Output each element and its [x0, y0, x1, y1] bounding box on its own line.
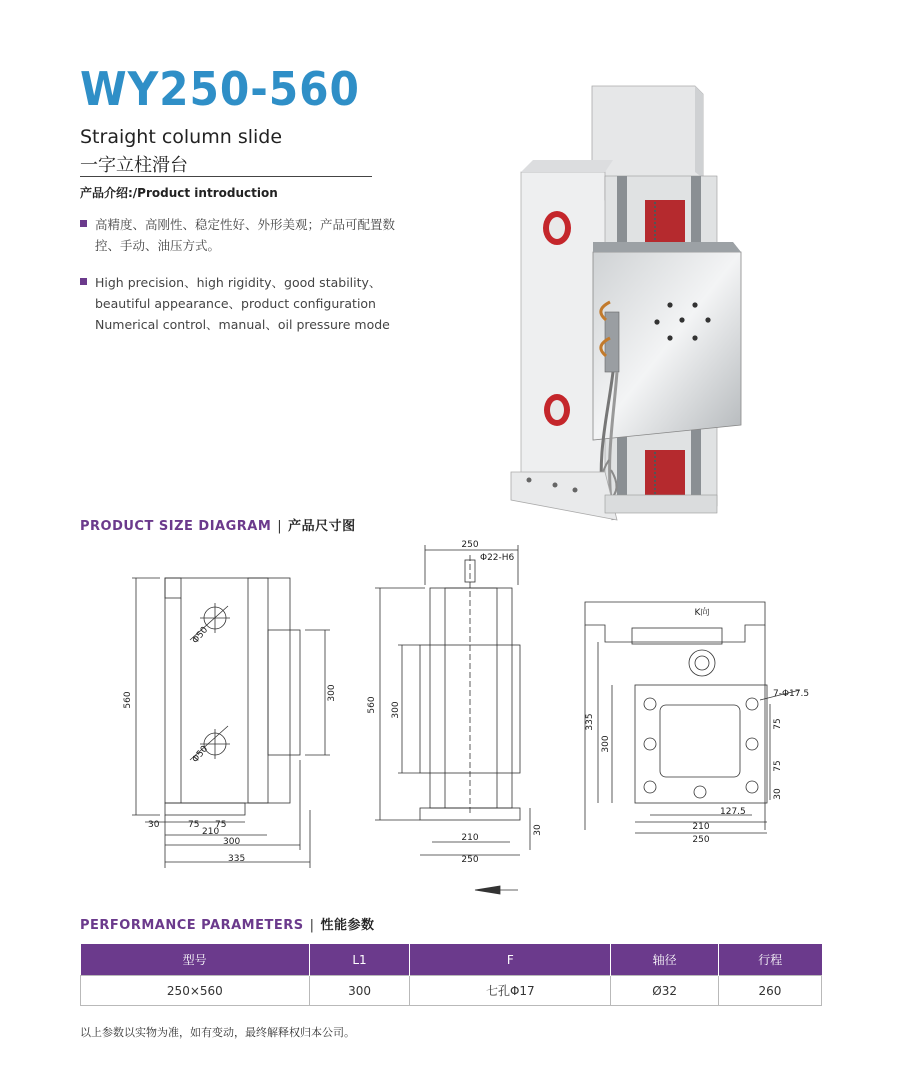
table-cell: 260 [718, 976, 821, 1006]
dim-label: 300 [391, 701, 401, 719]
dim-label: 75 [773, 718, 783, 730]
table-cell: 七孔Φ17 [410, 976, 611, 1006]
column-header: 轴径 [611, 944, 719, 976]
dim-label: 300 [327, 684, 337, 702]
product-image [505, 80, 755, 530]
dim-label: 75 [215, 820, 227, 830]
dim-label: 210 [692, 822, 710, 832]
parameters-table [80, 944, 822, 1006]
table-header-row [81, 944, 822, 976]
dim-label: 127.5 [720, 807, 746, 817]
dim-label: 210 [202, 827, 220, 837]
dim-label: Φ50 [190, 744, 211, 765]
dim-label: 335 [585, 713, 595, 731]
dim-label: Φ22-H6 [480, 553, 515, 563]
table-cell: 300 [309, 976, 410, 1006]
side-view-labels [123, 625, 337, 864]
subtitle-cn: 一字立柱滑台 [80, 155, 188, 176]
performance-heading: PERFORMANCE PARAMETERS | 性能参数 [80, 918, 375, 933]
dim-label: Φ50 [190, 625, 211, 646]
dim-label: 560 [367, 696, 377, 714]
dim-label: 30 [773, 788, 783, 800]
intro-bullet-cn: 高精度、高刚性、稳定性好、外形美观；产品可配置数控、手动、油压方式。 [80, 214, 400, 256]
side-view [132, 578, 330, 868]
top-view [585, 602, 800, 833]
table-row [81, 976, 822, 1006]
dim-label: 75 [188, 820, 200, 830]
dim-label: 250 [692, 835, 710, 845]
table-cell: 250×560 [81, 976, 310, 1006]
front-view-labels [367, 540, 543, 865]
dim-label: 30 [148, 820, 160, 830]
column-header: 型号 [81, 944, 310, 976]
dim-label: 300 [223, 837, 241, 847]
dim-label: 75 [773, 760, 783, 772]
column-header: L1 [309, 944, 410, 976]
table-cell: Ø32 [611, 976, 719, 1006]
size-diagram [120, 530, 840, 910]
model-title: WY250-560 [80, 62, 360, 116]
dim-label: 30 [533, 824, 543, 836]
intro-bullet-en: High precision、high rigidity、good stability、beautiful appearance、product configuration Numerical control、manual、oil pressure mode [80, 272, 400, 335]
size-diagram-heading: PRODUCT SIZE DIAGRAM | 产品尺寸图 [80, 519, 356, 534]
column-header: F [410, 944, 611, 976]
dim-label: 560 [123, 691, 133, 709]
dim-label: 7-Φ17.5 [773, 689, 810, 699]
dim-label: 250 [461, 540, 479, 550]
dim-label: 250 [461, 855, 479, 865]
subtitle-en: Straight column slide [80, 126, 283, 148]
bullet-square-icon [80, 278, 87, 285]
title-divider [80, 176, 372, 177]
column-header: 行程 [718, 944, 821, 976]
dim-label: K向 [694, 608, 710, 618]
intro-heading: 产品介绍:/Product introduction [80, 186, 278, 200]
dim-label: 210 [461, 833, 479, 843]
footnote: 以上参数以实物为准，如有变动，最终解释权归本公司。 [80, 1026, 355, 1039]
dim-label: 335 [228, 854, 246, 864]
dim-label: 300 [601, 735, 611, 753]
bullet-square-icon [80, 220, 87, 227]
